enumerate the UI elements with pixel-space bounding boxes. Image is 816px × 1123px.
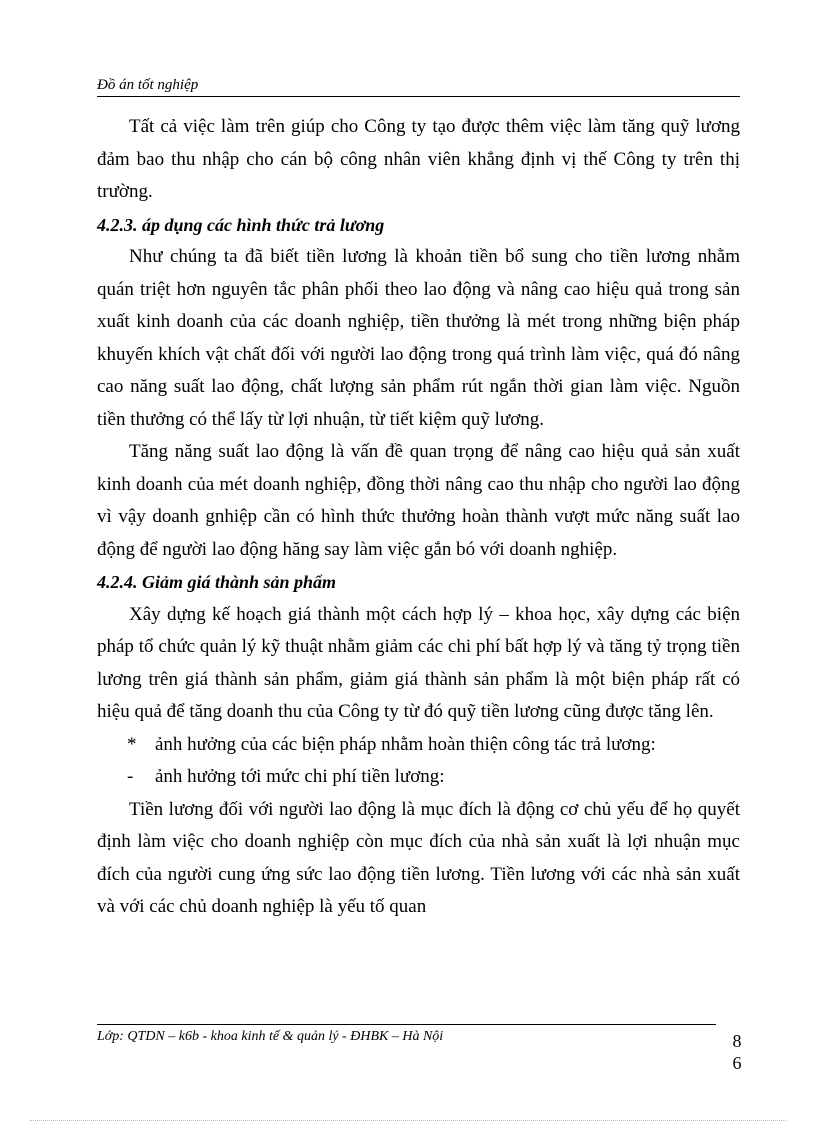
bullet-text: ảnh hưởng tới mức chi phí tiền lương: — [155, 766, 445, 787]
bullet-text: ảnh hưởng của các biện pháp nhằm hoàn thiện công tác trả lương: — [155, 733, 656, 755]
page-number-digit: 6 — [732, 1053, 742, 1073]
bullet-item — [97, 761, 740, 794]
bullet-marker: - — [127, 766, 134, 787]
paragraph: Tiền lương đối với người lao động là mục đích là động cơ chủ yếu để họ quyết định làm việc cho doanh nghiệp còn mục đích của nhà sản xuất là lợi nhuận mục đích của người cung ứng sức lao động tiền lương. Tiền lương với các nhà sản xuất và với các chủ doanh nghiệp là yếu tố quan — [97, 798, 740, 917]
footer-divider — [97, 1024, 716, 1025]
paragraph: Như chúng ta đã biết tiền lương là khoản tiền bổ sung cho tiền lương nhằm quán triệt hơn nguyên tắc phân phối theo lao động và nâng cao hiệu quả trong sản xuất kinh doanh của các doanh nghiệp, tiền thưởng là mét trong những biện pháp khuyến khích vật chất đối với người lao động trong quá trình làm việc, quá đó nâng cao năng suất lao động, chất lượng sản phẩm rút ngắn thời gian làm việc. Nguồn tiền thưởng có thể lấy từ lợi nhuận, từ tiết kiệm quỹ lương. — [97, 246, 740, 430]
page-number — [730, 1030, 744, 1074]
page-number-digit: 8 — [732, 1031, 742, 1051]
page-bottom-edge — [30, 1120, 786, 1121]
bullet-item — [97, 729, 740, 762]
page-footer: Lớp: QTDN – k6b - khoa kinh tế & quản lý - ĐHBK – Hà Nội — [97, 1029, 444, 1044]
paragraph: Xây dựng kế hoạch giá thành một cách hợp lý – khoa học, xây dựng các biện pháp tổ chức quản lý kỹ thuật nhằm giảm các chi phí bất hợp lý và tăng tỷ trọng tiền lương trên giá thành sản phẩm, giảm giá thành sản phẩm là một biện pháp rất có hiệu quả để tăng doanh thu của Công ty từ đó quỹ tiền lương cũng được tăng lên. — [97, 603, 740, 722]
page-header: Đồ án tốt nghiệp — [97, 76, 740, 97]
paragraph: Tăng năng suất lao động là vấn đề quan trọng để nâng cao hiệu quả sản xuất kinh doanh của mét doanh nghiệp, đồng thời nâng cao thu nhập cho người lao động vì vậy doanh gnhiệp cần có hình thức thưởng hoàn thành vượt mức năng suất lao động để người lao động hăng say làm việc gắn bó với doanh nghiệp. — [97, 441, 740, 560]
section-heading: 4.2.4. Giảm giá thành sản phẩm — [97, 572, 337, 592]
document-body — [97, 111, 740, 924]
section-heading: 4.2.3. áp dụng các hình thức trả lương — [97, 214, 385, 235]
paragraph: Tất cả việc làm trên giúp cho Công ty tạo được thêm việc làm tăng quỹ lương đảm bao thu nhập cho cán bộ công nhân viên khẳng định vị thế Công ty trên thị trường. — [97, 116, 740, 202]
bullet-marker: * — [127, 733, 137, 755]
